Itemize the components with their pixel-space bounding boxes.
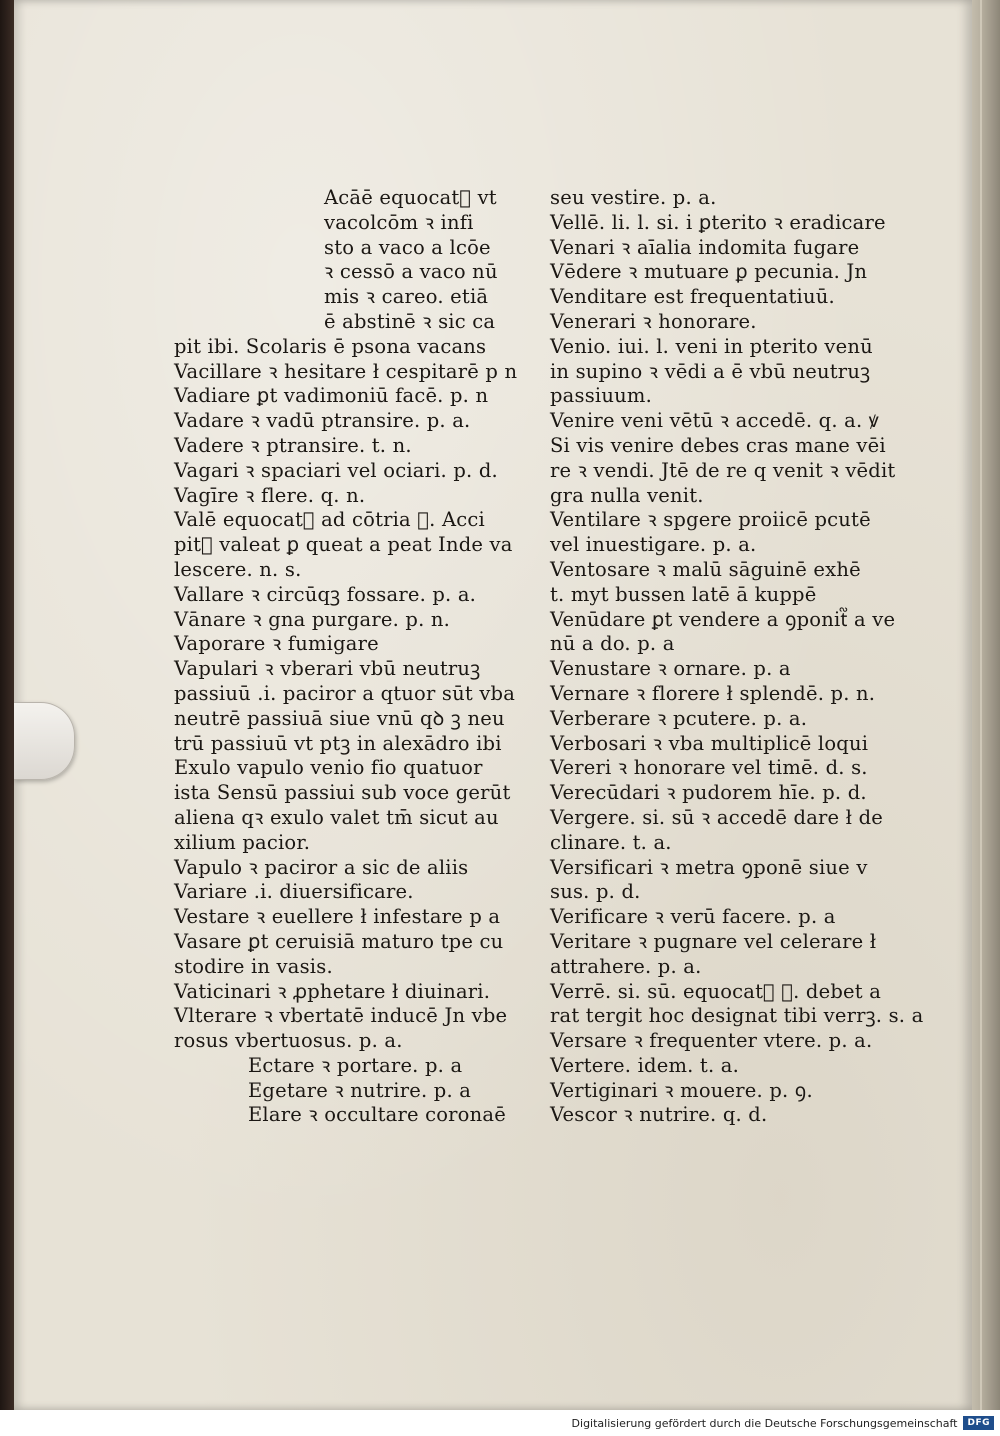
footer-credit: Digitalisierung gefördert durch die Deutsche Forschungsgemeinschaft <box>571 1416 958 1430</box>
text-line: Vadare ꝛ vadū ptransire. p. a. <box>174 409 471 433</box>
text-line: clinare. t. a. <box>550 830 672 854</box>
text-line: Vescor ꝛ nutrire. q. d. <box>550 1103 768 1127</box>
text-line: Venditare est frequentatiuū. <box>550 285 835 309</box>
text-line: Venūdare ꝑt vendere a ꝯponit᷑ a ve <box>550 607 896 631</box>
text-line: Vadiare ꝑt vadimoniū facē. p. n <box>174 384 489 408</box>
text-line: ꝛ cessō a vaco nū <box>324 260 498 284</box>
text-line: Verrē. si. sū. equocat᷑ ꝟ. debet a <box>550 979 882 1003</box>
text-line: neutrē passiuā siue vnū qꝺ ꝫ neu <box>174 706 505 730</box>
text-line: Vapulo ꝛ paciror a sic de aliis <box>174 855 469 879</box>
text-line: Elare ꝛ occultare coronaē <box>248 1103 506 1127</box>
text-line: Verbosari ꝛ vba multiplicē loqui <box>550 731 869 755</box>
text-line: Vasare ꝑt ceruisiā maturo tpe cu <box>174 929 504 953</box>
text-line: Vānare ꝛ gna purgare. p. n. <box>174 607 451 631</box>
text-line: trū passiuū vt ptꝫ in alexādro ibi <box>174 731 502 755</box>
text-line: Versificari ꝛ metra ꝯponē siue v <box>550 855 868 879</box>
show-through-left <box>160 178 165 202</box>
text-line: Venustare ꝛ ornare. p. a <box>550 657 791 681</box>
text-line: Vēdere ꝛ mutuare ꝑ pecunia. Jn <box>550 260 868 284</box>
text-line: Vadere ꝛ ptransire. t. n. <box>174 433 412 457</box>
text-line: Verberare ꝛ pcutere. p. a. <box>550 706 808 730</box>
text-line: Variare .i. diuersificare. <box>174 880 414 904</box>
text-line: vacolcōm ꝛ infi <box>324 210 474 234</box>
text-line: Verecūdari ꝛ pudorem hīe. p. d. <box>550 781 867 805</box>
text-line: Verificare ꝛ verū facere. p. a <box>550 905 836 929</box>
text-line: sto a vaco a lcōe <box>324 235 491 259</box>
text-line: Egetare ꝛ nutrire. p. a <box>248 1078 472 1102</box>
right-column <box>550 186 924 1128</box>
text-line: pit᷑ valeat ꝑ queat a peat Inde va <box>174 533 513 557</box>
text-line: Versare ꝛ frequenter vtere. p. a. <box>550 1029 873 1053</box>
text-line: xilium pacior. <box>174 830 311 854</box>
text-line: pit ibi. Scolaris ē psona vacans <box>174 334 487 358</box>
text-line: Vereri ꝛ honorare vel timē. d. s. <box>550 756 868 780</box>
text-line: Vergere. si. sū ꝛ accedē dare ł de <box>550 805 884 829</box>
text-line: Ventilare ꝛ spgere proiicē pcutē <box>550 508 871 532</box>
text-line: Ventosare ꝛ malū sāguinē exhē <box>550 557 861 581</box>
text-line: Vaporare ꝛ fumigare <box>174 632 379 656</box>
text-line: Vapulari ꝛ vberari vbū neutruꝫ <box>174 657 481 681</box>
text-line: Vallare ꝛ circūqꝫ fossare. p. a. <box>174 582 477 606</box>
text-line: sus. p. d. <box>550 880 641 904</box>
page-clip <box>14 702 75 780</box>
text-line: lescere. n. s. <box>174 557 302 581</box>
text-line: Vagīre ꝛ flere. q. n. <box>174 483 366 507</box>
text-line: Si vis venire debes cras mane vēi <box>550 433 886 457</box>
facing-page-edge <box>968 0 1000 1410</box>
text-line: in supino ꝛ vēdi a ē vbū neutruꝫ <box>550 359 871 383</box>
text-line: Venerari ꝛ honorare. <box>550 309 757 333</box>
text-line: attrahere. p. a. <box>550 954 702 978</box>
text-line: Venari ꝛ aīalia indomita fugare <box>550 235 860 259</box>
text-line: passiuū .i. paciror a qtuor sūt vba <box>174 681 516 705</box>
text-line: Venire veni vētū ꝛ accedē. q. a. ꝟ <box>550 409 879 433</box>
text-line: Valē equocat᷑ ad cōtria ꝟ. Acci <box>174 508 485 532</box>
text-line: Exulo vapulo venio fio quatuor <box>174 756 483 780</box>
text-line: Ectare ꝛ portare. p. a <box>248 1053 463 1077</box>
text-line: Vernare ꝛ florere ł splendē. p. n. <box>550 681 876 705</box>
text-line: Acāē equocat᷑ vt <box>324 186 497 209</box>
text-line: Vlterare ꝛ vbertatē inducē Jn vbe <box>174 1004 508 1028</box>
text-line: vel inuestigare. p. a. <box>550 533 757 557</box>
text-line: Vaticinari ꝛ ꝓphetare ł diuinari. <box>174 979 491 1003</box>
text-line: Vagari ꝛ spaciari vel ociari. p. d. <box>174 458 498 482</box>
text-line: passiuum. <box>550 384 652 408</box>
text-line: Vestare ꝛ euellere ł infestare p a <box>174 905 501 929</box>
text-line: t. myt bussen latē ā kuppē <box>550 582 817 606</box>
funding-footer <box>0 1410 1000 1436</box>
text-line: gra nulla venit. <box>550 483 704 507</box>
text-line: Vellē. li. l. si. i ꝑterito ꝛ eradicare <box>550 210 886 234</box>
dfg-logo-icon: DFG <box>963 1416 994 1430</box>
text-line: ē abstinē ꝛ sic ca <box>324 309 496 333</box>
text-line: stodire in vasis. <box>174 954 333 978</box>
scan-background-left <box>0 0 14 1410</box>
text-line: re ꝛ vendi. Jtē de re q venit ꝛ vēdit <box>550 458 896 482</box>
text-line: rosus vbertuosus. p. a. <box>174 1029 403 1053</box>
text-line: ista Sensū passiui sub voce gerūt <box>174 781 511 805</box>
left-column <box>174 186 518 1128</box>
text-line: Vacillare ꝛ hesitare ł cespitarē p n <box>174 359 518 383</box>
text-line: Venio. iui. l. veni in pterito venū <box>550 334 873 358</box>
text-line: Veritare ꝛ pugnare vel celerare ł <box>550 929 877 953</box>
text-line: Vertiginari ꝛ mouere. p. ꝯ. <box>550 1078 813 1102</box>
text-line: mis ꝛ careo. etiā <box>324 285 489 309</box>
text-line: aliena qꝛ exulo valet tm̄ sicut au <box>174 805 499 829</box>
text-line: Vertere. idem. t. a. <box>550 1053 739 1077</box>
text-line: rat tergit hoc designat tibi verrꝫ. s. a <box>550 1004 924 1028</box>
text-line: seu vestire. p. a. <box>550 186 717 209</box>
text-line: nū a do. p. a <box>550 632 675 656</box>
